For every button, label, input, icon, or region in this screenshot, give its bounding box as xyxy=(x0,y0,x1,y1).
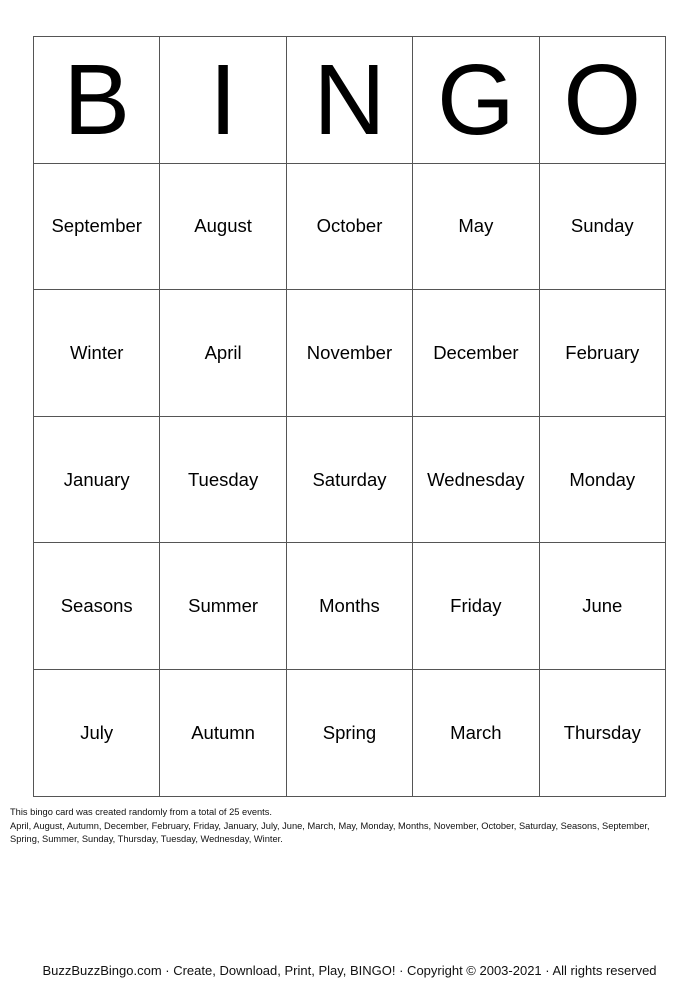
card-cell xyxy=(413,543,539,670)
card-cell xyxy=(413,163,539,290)
card-cell xyxy=(539,290,665,417)
card-cell xyxy=(286,669,412,796)
card-cell xyxy=(34,543,160,670)
cell-label: January xyxy=(63,468,130,490)
cell-label: Friday xyxy=(450,595,502,617)
card-cell xyxy=(34,163,160,290)
cell-label: Months xyxy=(319,595,380,617)
card-cell xyxy=(413,669,539,796)
cell-label: February xyxy=(565,341,640,363)
info-events-line-1: April, August, Autumn, December, February, Friday, January, July, June, March, May, Monday, Months, November, October, Saturday, Seasons, September, xyxy=(10,820,650,831)
card-cell xyxy=(286,290,412,417)
card-cell xyxy=(413,416,539,543)
cell-label: Seasons xyxy=(60,595,133,617)
card-cell xyxy=(286,543,412,670)
cell-label: Summer xyxy=(188,595,259,617)
card-cell xyxy=(160,163,286,290)
cell-label: Monday xyxy=(569,468,636,490)
card-row xyxy=(34,290,666,417)
card-cell xyxy=(539,669,665,796)
card-info xyxy=(10,806,690,847)
cell-label: Sunday xyxy=(570,215,634,237)
info-events-line-2: Spring, Summer, Sunday, Thursday, Tuesday, Wednesday, Winter. xyxy=(10,834,283,844)
card-cell xyxy=(34,290,160,417)
card-cell xyxy=(539,543,665,670)
card-cell xyxy=(160,669,286,796)
cell-label: August xyxy=(194,215,252,237)
card-cell xyxy=(539,416,665,543)
card-cell xyxy=(286,163,412,290)
card-cell xyxy=(34,669,160,796)
cell-label: June xyxy=(582,595,623,617)
card-cell xyxy=(286,416,412,543)
card-cell xyxy=(160,416,286,543)
cell-label: Saturday xyxy=(312,468,387,490)
bingo-card xyxy=(33,36,666,797)
header-letter-g: G xyxy=(413,37,539,164)
card-row xyxy=(34,669,666,796)
card-cell xyxy=(160,543,286,670)
header-letter-i: I xyxy=(160,37,286,164)
cell-label: October xyxy=(316,215,383,237)
cell-label: Tuesday xyxy=(187,468,259,490)
cell-label: May xyxy=(458,215,494,237)
header-letter-n: N xyxy=(286,37,412,164)
card-row xyxy=(34,416,666,543)
card-cell xyxy=(34,416,160,543)
cell-label: December xyxy=(433,341,519,363)
header-row xyxy=(34,37,666,164)
header-letter-b: B xyxy=(34,37,160,164)
card-cell xyxy=(539,163,665,290)
card-row xyxy=(34,163,666,290)
header-letter-o: O xyxy=(539,37,665,164)
footer-copyright: BuzzBuzzBingo.com · Create, Download, Print, Play, BINGO! · Copyright © 2003-2021 · All rights reserved xyxy=(42,963,657,978)
cell-label: Autumn xyxy=(191,721,255,743)
cell-label: July xyxy=(80,721,114,743)
cell-label: Spring xyxy=(322,721,377,743)
cell-label: September xyxy=(51,215,142,237)
cell-label: Thursday xyxy=(563,721,641,743)
cell-label: November xyxy=(306,341,393,363)
card-cell xyxy=(413,290,539,417)
cell-label: March xyxy=(450,721,502,743)
info-summary: This bingo card was created randomly from a total of 25 events. xyxy=(10,807,272,817)
cell-label: Wednesday xyxy=(427,468,525,490)
card-cell xyxy=(160,290,286,417)
cell-label: April xyxy=(204,341,242,363)
cell-label: Winter xyxy=(69,341,124,363)
card-row xyxy=(34,543,666,670)
